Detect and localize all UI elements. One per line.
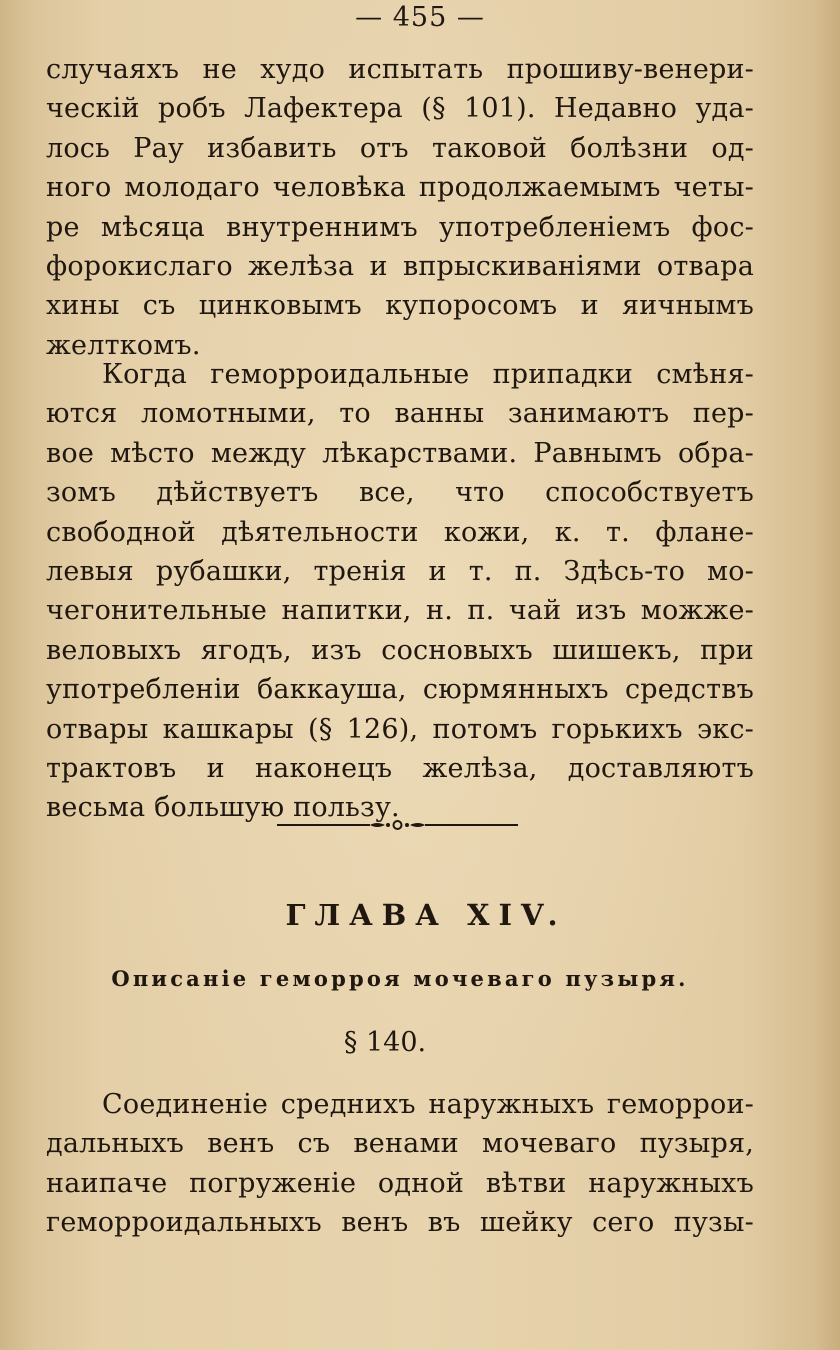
- text-line: Соединеніе среднихъ наружныхъ геморрои-: [102, 1089, 754, 1120]
- page-number: — 455 —: [355, 2, 485, 33]
- text-line: наипаче погруженіе одной вѣтви наружныхъ: [46, 1167, 754, 1199]
- chapter-subtitle: Описаніе геморроя мочеваго пузыря.: [111, 966, 689, 991]
- text-line: употребленіи баккауша, сюрмянныхъ средствъ: [46, 674, 754, 706]
- text-line: отвары кашкары (§ 126), потомъ горькихъ экс-: [46, 713, 754, 745]
- text-line: весьма большую пользу.: [46, 792, 400, 824]
- text-line: зомъ дѣйствуетъ все, что способствуетъ: [46, 477, 754, 509]
- text-line: ного молодаго человѣка продолжаемымъ четы-: [46, 172, 754, 204]
- text-line: форокислаго желѣза и впрыскиваніями отвара: [46, 250, 754, 282]
- text-line: дальныхъ венъ съ венами мочеваго пузыря,: [46, 1128, 754, 1160]
- text-line: ются ломотными, то ванны занимаютъ пер-: [46, 398, 754, 430]
- paragraph-continuation: [46, 50, 754, 365]
- text-line: вое мѣсто между лѣкарствами. Равнымъ обра-: [46, 437, 754, 469]
- text-line: желткомъ.: [46, 329, 201, 361]
- text-line: хины съ цинковымъ купоросомъ и яичнымъ: [46, 290, 754, 322]
- text-line: трактовъ и наконецъ желѣза, доставляютъ: [46, 752, 754, 784]
- text-line: свободной дѣятельности кожи, к. т. флане-: [46, 516, 754, 548]
- text-line: геморроидальныхъ венъ въ шейку сего пузы-: [46, 1207, 754, 1239]
- paragraph-section-140: [46, 1085, 754, 1243]
- chapter-title: ГЛАВА XIV.: [285, 898, 567, 932]
- text-line: левыя рубашки, тренія и т. п. Здѣсь-то мо-: [46, 555, 754, 587]
- text-line: случаяхъ не худо испытать прошиву-венери-: [46, 54, 754, 85]
- text-line: ческій робъ Лафектера (§ 101). Недавно уда-: [46, 93, 754, 125]
- text-line: чегонительные напитки, н. п. чай изъ можже-: [46, 595, 754, 627]
- text-line: веловыхъ ягодъ, изъ сосновыхъ шишекъ, при: [46, 634, 754, 666]
- paragraph-treatment: [46, 355, 754, 828]
- text-line: лось Рау избавить отъ таковой болѣзни од-: [46, 132, 754, 164]
- section-number: § 140.: [343, 1027, 427, 1058]
- text-line: Когда геморроидальные припадки смѣня-: [102, 359, 754, 390]
- text-line: ре мѣсяца внутреннимъ употребленіемъ фос-: [46, 211, 754, 243]
- section-divider-ornament: [275, 815, 520, 835]
